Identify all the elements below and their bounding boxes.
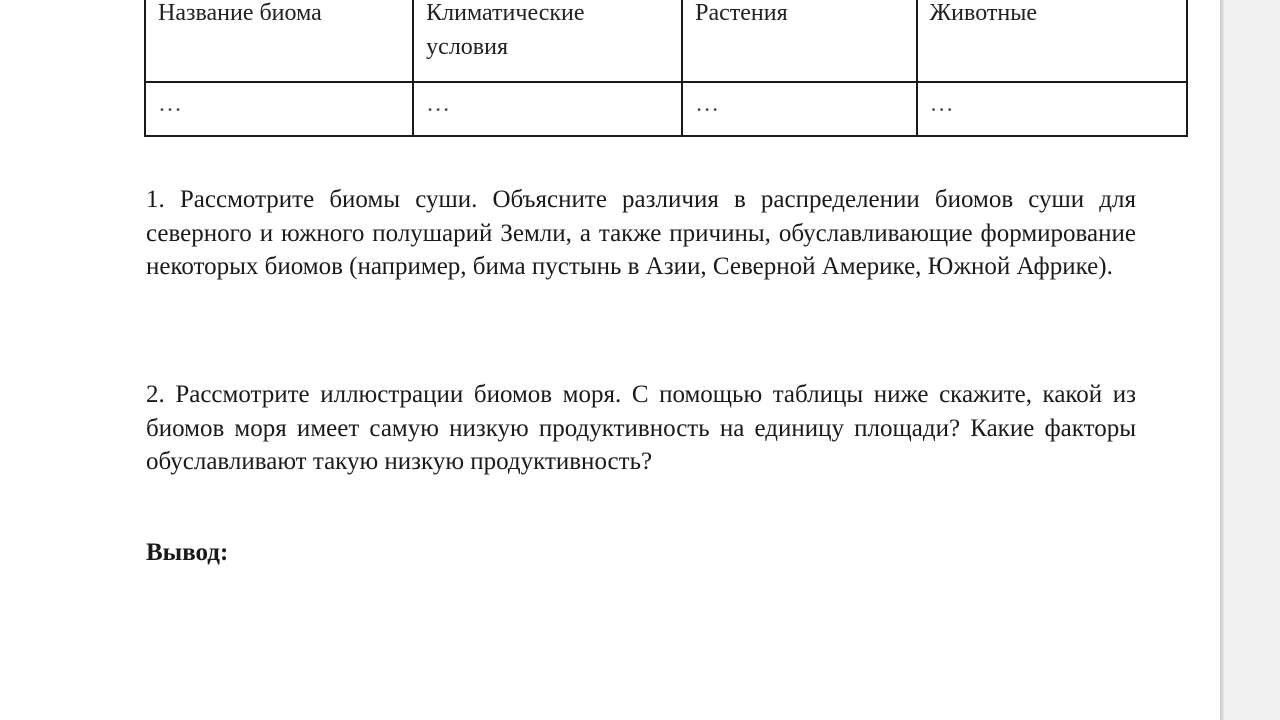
question-2: 2. Рассмотрите иллюстрации биомов моря. С помощью таблицы ниже скажите, какой из биомов моря имеет самую низкую продуктивность на единицу площади? Какие факторы обуславливают такую низкую продуктивность? xyxy=(146,381,1136,475)
table-cell: … xyxy=(682,82,917,136)
table-cell: … xyxy=(917,82,1187,136)
conclusion-label: Вывод: xyxy=(146,539,229,566)
table-cell: … xyxy=(413,82,682,136)
question-1: 1. Рассмотрите биомы суши. Объясните различия в распределении биомов суши для северного и южного полушарий Земли, а также причины, обуславливающие формирование некоторых биомов (например, бима пустынь в Азии, Северной Америке, Южной Африке). xyxy=(146,186,1136,280)
header-biome-name: Название биома xyxy=(145,0,413,82)
header-climate-conditions: Климатические условия xyxy=(413,0,682,82)
table-row xyxy=(145,82,1187,136)
table-header-row xyxy=(145,0,1187,82)
header-animals: Животные xyxy=(917,0,1187,82)
header-plants: Растения xyxy=(682,0,917,82)
document-gutter xyxy=(1224,0,1280,720)
table-cell: … xyxy=(145,82,413,136)
biome-table xyxy=(144,0,1188,137)
